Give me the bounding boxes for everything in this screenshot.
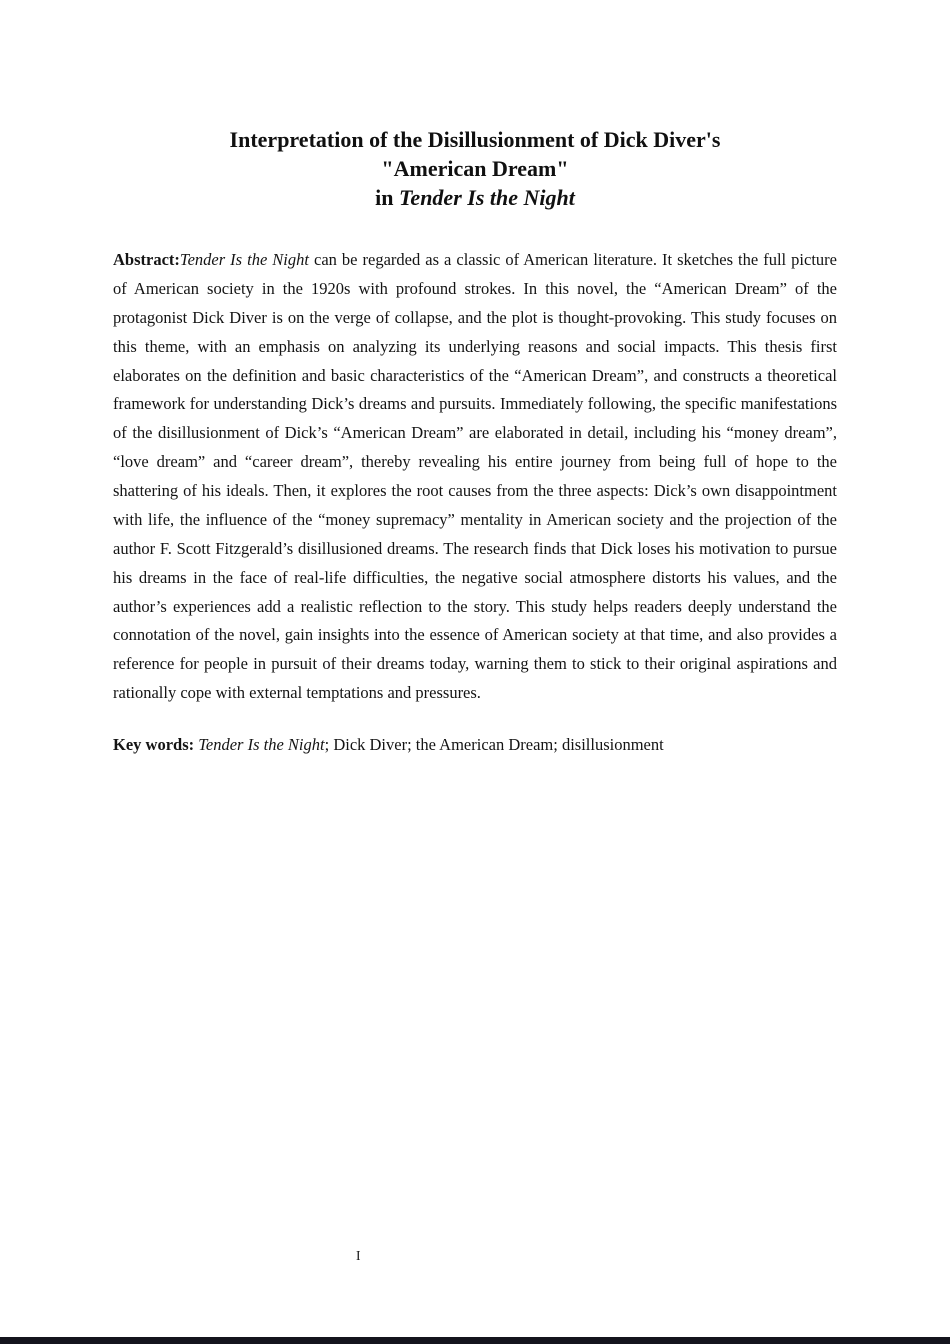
page-number: I [356, 1248, 361, 1263]
keywords-book-title: Tender Is the Night [198, 735, 325, 755]
abstract-label: Abstract: [113, 250, 180, 270]
title-line-2: "American Dream" [381, 156, 569, 182]
keywords-label: Key words: [113, 735, 195, 755]
abstract-body-text: can be regarded as a classic of American literature. It sketches the full picture of American society in the 1920s with profound strokes. In this novel, the “American Dream” of the protagonist Dick Diver is on the verge of collapse, and the plot is thought-provoking. This study focuses on this theme, with an emphasis on analyzing its underlying reasons and social impacts. This thesis first elaborates on the definition and basic characteristics of the “American Dream”, and constructs a theoretical framework for understanding Dick’s dreams and pursuits. Immediately following, the specific manifestations of the disillusionment of Dick’s “American Dream” are elaborated in detail, including his “money dream”, “love dream” and “career dream”, thereby revealing his entire journey from being full of hope to the shattering of his ideals. Then, it explores the root causes from the three aspects: Dick’s own disappointment with life, the influence of the “money supremacy” mentality in American society and the projection of the author F. Scott Fitzgerald’s disillusioned dreams. The research finds that Dick loses his motivation to pursue his dreams in the face of real-life difficulties, the negative social atmosphere distorts his values, and the author’s experiences add a realistic reflection to the story. This study helps readers deeply understand the connotation of the novel, gain insights into the essence of American society at that time, and also provides a reference for people in pursuit of their dreams today, warning them to stick to their original aspirations and rationally cope with external temptations and pressures. [113, 250, 837, 703]
keywords-rest: ; Dick Diver; the American Dream; disillusionment [324, 735, 664, 755]
keywords-line [113, 732, 837, 758]
bottom-bar [0, 1337, 950, 1344]
paper-title [113, 125, 837, 212]
abstract-paragraph [113, 246, 837, 708]
title-line-3-prefix: in [375, 185, 400, 211]
title-line-1: Interpretation of the Disillusionment of Dick Diver's [229, 127, 721, 152]
title-book-title: Tender Is the Night [399, 185, 575, 211]
abstract-book-title: Tender Is the Night [179, 250, 309, 270]
